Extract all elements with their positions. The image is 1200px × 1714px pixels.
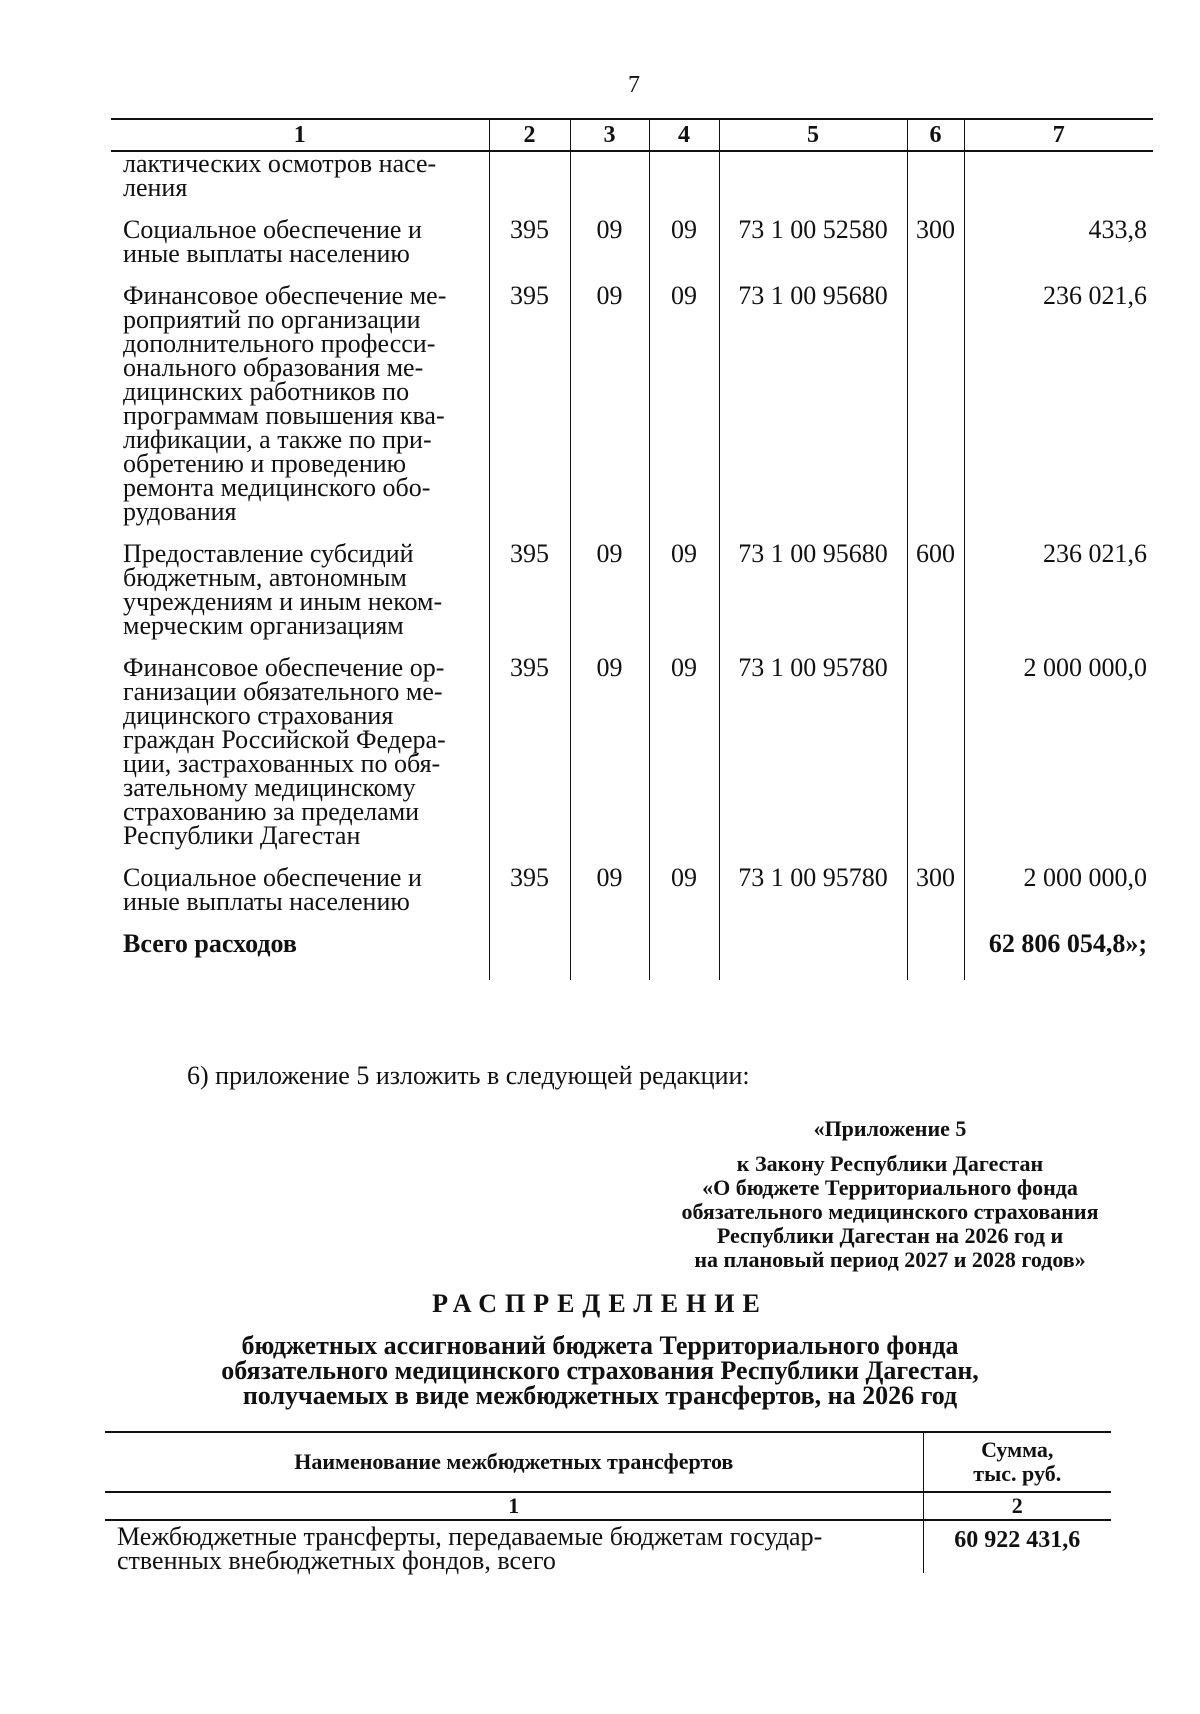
header-transfer-name: Наименование межбюджетных трансфертов bbox=[105, 1432, 923, 1492]
total-label: Всего расходов bbox=[123, 929, 297, 958]
row-amount bbox=[964, 151, 1153, 200]
table-row bbox=[111, 656, 1153, 848]
row-section bbox=[570, 151, 649, 200]
row-ministry: 395 bbox=[489, 542, 570, 638]
table-row bbox=[111, 542, 1153, 638]
instruction-text: 6) приложение 5 изложить в следующей редакции: bbox=[187, 1061, 750, 1090]
table-row bbox=[111, 218, 1153, 266]
row-type: 600 bbox=[907, 542, 964, 638]
header-amount-line: Сумма, bbox=[981, 1437, 1054, 1462]
row-subsection: 09 bbox=[649, 284, 719, 524]
row-type bbox=[907, 151, 964, 200]
row-target: 73 1 00 95780 bbox=[719, 656, 907, 848]
subtitle-line: получаемых в виде межбюджетных трансфертов, на 2026 год bbox=[242, 1381, 958, 1410]
row-name: Финансовое обеспечение ор-ганизации обязательного ме-дицинского страхования граждан Российской Федера-ции, застрахованных по обя-зательному медицинскому страхованию за пределами Республики Дагестан bbox=[123, 653, 446, 850]
row-target: 73 1 00 95680 bbox=[719, 284, 907, 524]
subtitle-line: обязательного медицинского страхования Республики Дагестан, bbox=[221, 1356, 979, 1385]
row-section: 09 bbox=[570, 656, 649, 848]
table-row bbox=[111, 866, 1153, 914]
header-col-1: 1 bbox=[111, 119, 489, 151]
row-name: Предоставление субсидий бюджетным, автономным учреждениям и иным неком-мерческим организациям bbox=[123, 539, 443, 640]
row-amount: 236 021,6 bbox=[964, 284, 1153, 524]
expenses-table-header bbox=[111, 119, 1153, 151]
expenses-table bbox=[111, 118, 1153, 980]
distribution-title: РАСПРЕДЕЛЕНИЕ bbox=[432, 1289, 768, 1318]
row-name: Финансовое обеспечение ме-роприятий по организации дополнительного професси-онального образования ме-дицинских работников по программам повышения ква-лификации, а также по при-обретению и проведению ремонта медицинского обо-рудования bbox=[123, 281, 447, 526]
row-subsection: 09 bbox=[649, 656, 719, 848]
header-col-5: 5 bbox=[719, 119, 907, 151]
table-row bbox=[105, 1520, 1111, 1573]
row-target bbox=[719, 151, 907, 200]
row-subsection: 09 bbox=[649, 218, 719, 266]
table-row bbox=[111, 151, 1153, 200]
row-subsection: 09 bbox=[649, 866, 719, 914]
row-target: 73 1 00 95780 bbox=[719, 866, 907, 914]
row-ministry bbox=[489, 151, 570, 200]
header-transfer-amount bbox=[923, 1432, 1111, 1492]
appendix-line: обязательного медицинского страхования bbox=[681, 1199, 1099, 1224]
distribution-subtitle bbox=[140, 1333, 1060, 1408]
row-amount: 433,8 bbox=[964, 218, 1153, 266]
appendix-line: к Закону Республики Дагестан bbox=[736, 1151, 1044, 1176]
row-target: 73 1 00 95680 bbox=[719, 542, 907, 638]
row-subsection bbox=[649, 151, 719, 200]
row-ministry: 395 bbox=[489, 656, 570, 848]
row-amount: 2 000 000,0 bbox=[964, 656, 1153, 848]
row-section: 09 bbox=[570, 284, 649, 524]
page-number: 7 bbox=[628, 72, 640, 98]
table-row bbox=[111, 284, 1153, 524]
row-target: 73 1 00 52580 bbox=[719, 218, 907, 266]
appendix-line: Республики Дагестан на 2026 год и bbox=[716, 1223, 1064, 1248]
row-name: Социальное обеспечение и иные выплаты населению bbox=[123, 215, 422, 268]
index-col-2: 2 bbox=[923, 1492, 1111, 1520]
header-col-2: 2 bbox=[489, 119, 570, 151]
row-ministry: 395 bbox=[489, 284, 570, 524]
header-amount-line: тыс. руб. bbox=[973, 1461, 1062, 1486]
total-row bbox=[111, 932, 1153, 980]
header-col-4: 4 bbox=[649, 119, 719, 151]
appendix-line: «О бюджете Территориального фонда bbox=[702, 1175, 1078, 1200]
row-amount: 236 021,6 bbox=[964, 542, 1153, 638]
row-type: 300 bbox=[907, 218, 964, 266]
row-ministry: 395 bbox=[489, 866, 570, 914]
row-section: 09 bbox=[570, 542, 649, 638]
transfers-table bbox=[105, 1431, 1111, 1573]
header-col-7: 7 bbox=[964, 119, 1153, 151]
row-type: 300 bbox=[907, 866, 964, 914]
transfer-amount: 60 922 431,6 bbox=[923, 1520, 1111, 1573]
row-ministry: 395 bbox=[489, 218, 570, 266]
header-col-3: 3 bbox=[570, 119, 649, 151]
row-subsection: 09 bbox=[649, 542, 719, 638]
transfers-table-header bbox=[105, 1432, 1111, 1492]
total-amount: 62 806 054,8»; bbox=[964, 932, 1153, 980]
row-name: лактических осмотров насе-ления bbox=[123, 149, 437, 202]
appendix-caption bbox=[640, 1152, 1140, 1272]
column-index-row bbox=[105, 1492, 1111, 1520]
header-col-6: 6 bbox=[907, 119, 964, 151]
appendix-line: на плановый период 2027 и 2028 годов» bbox=[694, 1247, 1086, 1272]
subtitle-line: бюджетных ассигнований бюджета Территориального фонда bbox=[241, 1331, 959, 1360]
row-amount: 2 000 000,0 bbox=[964, 866, 1153, 914]
row-type bbox=[907, 656, 964, 848]
index-col-1: 1 bbox=[105, 1492, 923, 1520]
row-section: 09 bbox=[570, 218, 649, 266]
transfer-name: Межбюджетные трансферты, передаваемые бюджетам государ-ственных внебюджетных фондов, всего bbox=[117, 1522, 823, 1575]
appendix-title: «Приложение 5 bbox=[813, 1116, 967, 1141]
row-name: Социальное обеспечение и иные выплаты населению bbox=[123, 863, 422, 916]
row-type bbox=[907, 284, 964, 524]
row-section: 09 bbox=[570, 866, 649, 914]
